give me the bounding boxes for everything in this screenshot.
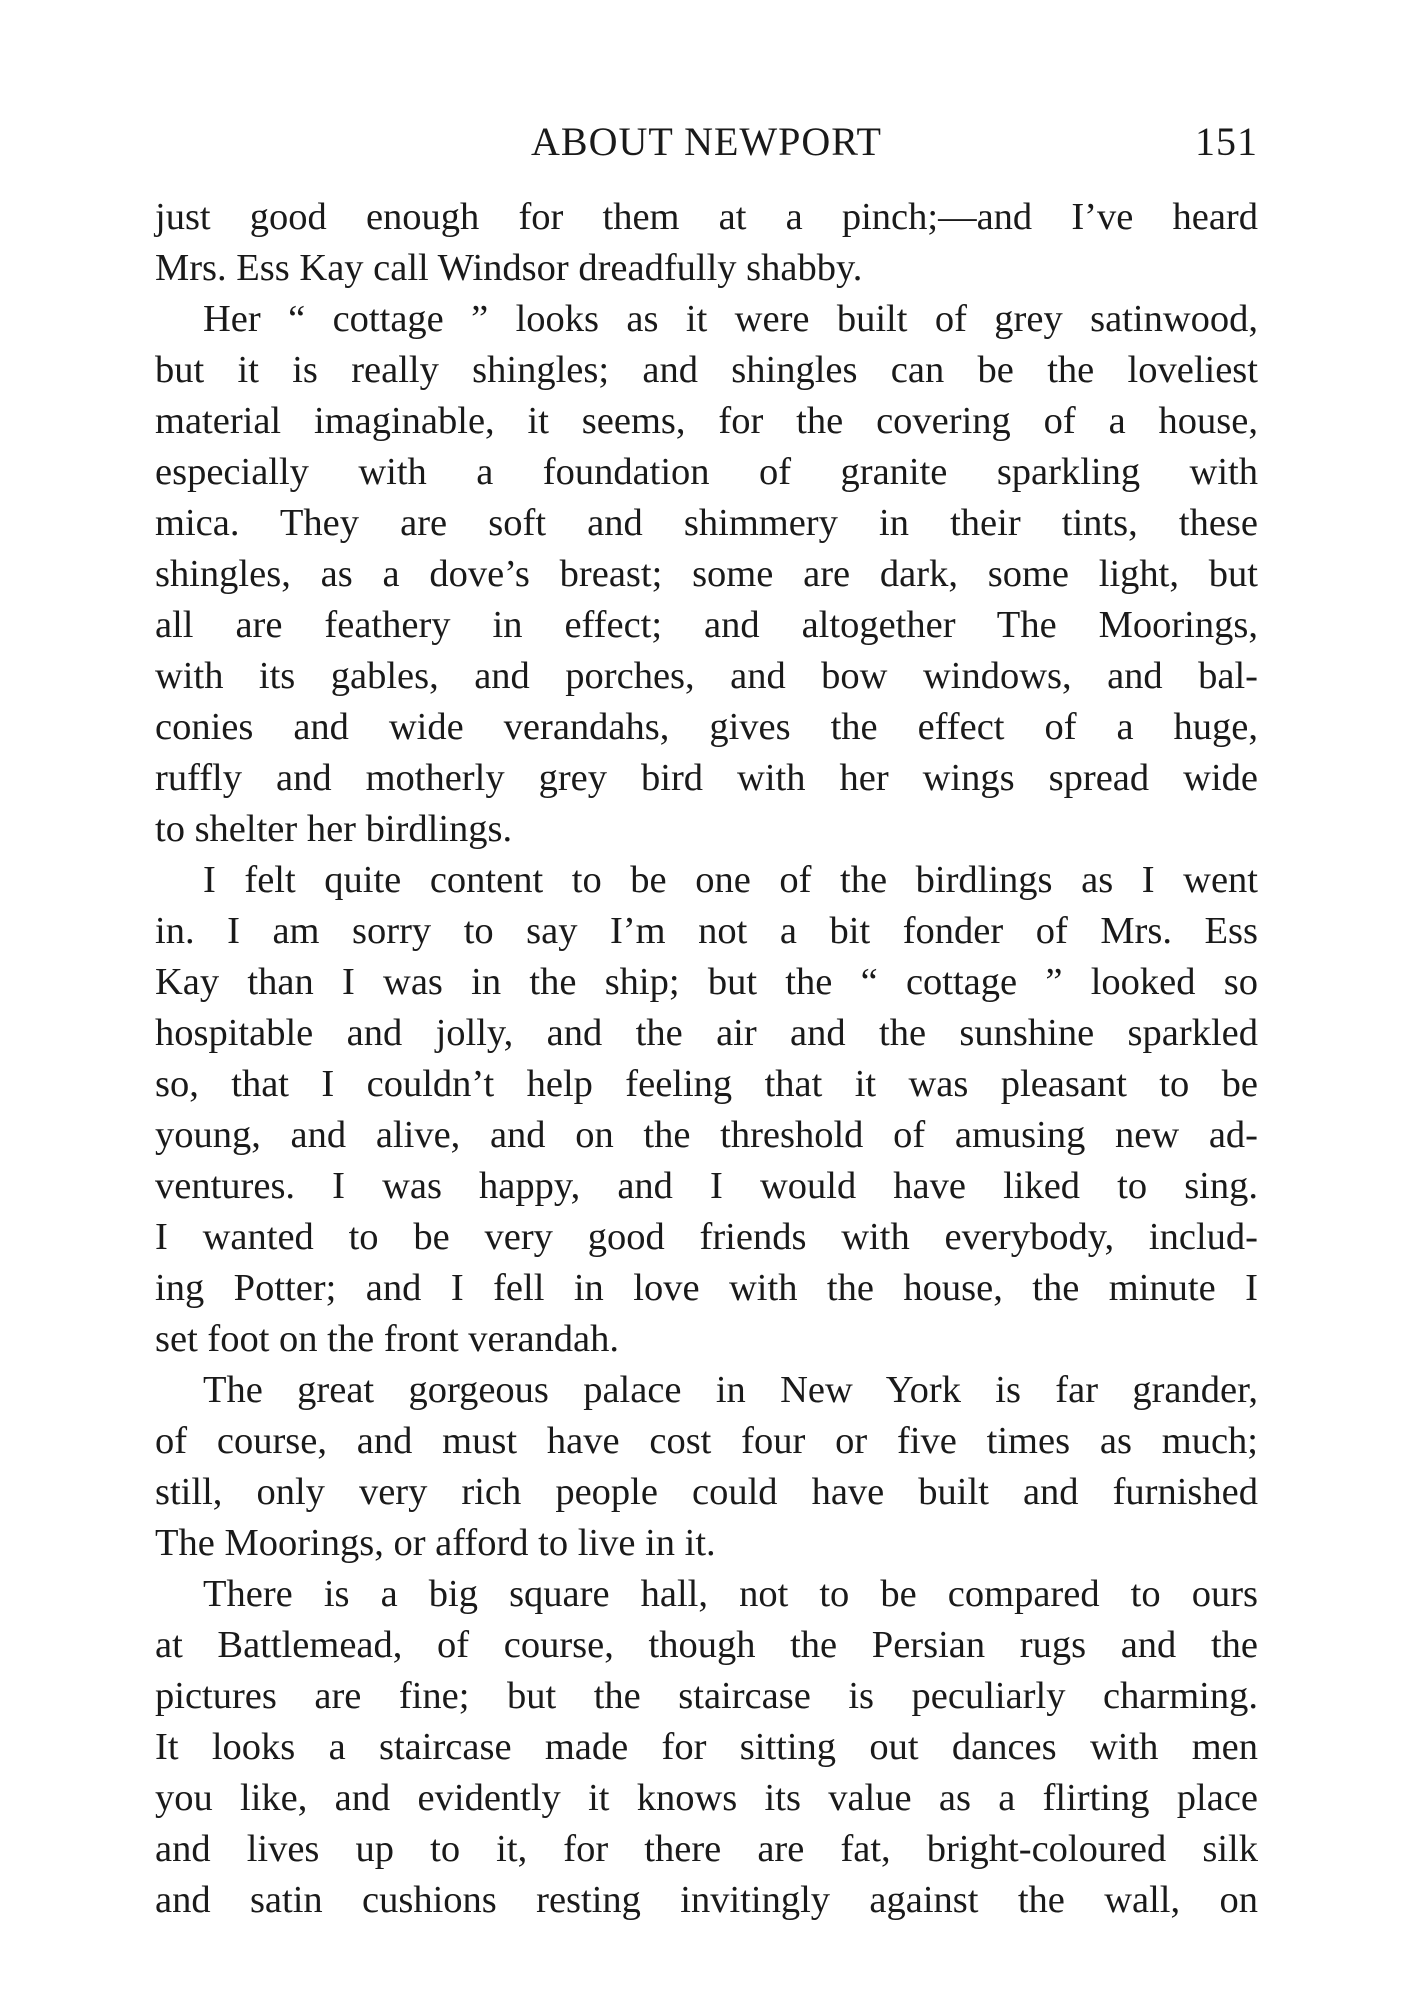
text-line: especially with a foundation of granite sparkling with: [155, 451, 1258, 493]
text-line: in. I am sorry to say I’m not a bit fonder of Mrs. Ess: [155, 910, 1258, 952]
text-line: I wanted to be very good friends with everybody, includ-: [155, 1216, 1258, 1258]
text-line: all are feathery in effect; and altogether The Moorings,: [155, 604, 1258, 646]
text-line: Kay than I was in the ship; but the “ cottage ” looked so: [155, 961, 1258, 1003]
text-line: ruffly and motherly grey bird with her wings spread wide: [155, 757, 1258, 799]
text-line: pictures are fine; but the staircase is peculiarly charming.: [155, 1675, 1258, 1717]
text-line: and lives up to it, for there are fat, bright-coloured silk: [155, 1828, 1258, 1870]
text-line: you like, and evidently it knows its value as a flirting place: [155, 1777, 1258, 1819]
text-line: so, that I couldn’t help feeling that it was pleasant to be: [155, 1063, 1258, 1105]
text-line: and satin cushions resting invitingly against the wall, on: [155, 1879, 1258, 1921]
running-title: ABOUT NEWPORT: [531, 119, 882, 164]
text-line: I felt quite content to be one of the birdlings as I went: [203, 859, 1258, 901]
text-line: ventures. I was happy, and I would have liked to sing.: [155, 1165, 1258, 1207]
text-line: still, only very rich people could have built and furnished: [155, 1471, 1258, 1513]
text-line: Her “ cottage ” looks as it were built of grey satinwood,: [203, 298, 1258, 340]
text-line: to shelter her birdlings.: [155, 808, 513, 850]
running-head: [155, 118, 1258, 168]
text-line: set foot on the front verandah.: [155, 1318, 619, 1360]
text-line: shingles, as a dove’s breast; some are dark, some light, but: [155, 553, 1258, 595]
text-line: material imaginable, it seems, for the covering of a house,: [155, 400, 1258, 442]
text-line: The Moorings, or afford to live in it.: [155, 1522, 716, 1564]
text-line: young, and alive, and on the threshold of amusing new ad-: [155, 1114, 1258, 1156]
text-line: It looks a staircase made for sitting out dances with men: [155, 1726, 1258, 1768]
text-line: with its gables, and porches, and bow windows, and bal-: [155, 655, 1258, 697]
page-number: 151: [1195, 119, 1258, 164]
text-line: Mrs. Ess Kay call Windsor dreadfully shabby.: [155, 247, 863, 289]
text-line: of course, and must have cost four or five times as much;: [155, 1420, 1258, 1462]
text-line: ing Potter; and I fell in love with the house, the minute I: [155, 1267, 1258, 1309]
body-text: [155, 192, 1258, 1926]
text-line: but it is really shingles; and shingles can be the loveliest: [155, 349, 1258, 391]
text-line: The great gorgeous palace in New York is far grander,: [203, 1369, 1258, 1411]
text-line: mica. They are soft and shimmery in their tints, these: [155, 502, 1258, 544]
text-line: just good enough for them at a pinch;—and I’ve heard: [155, 196, 1258, 238]
text-line: There is a big square hall, not to be compared to ours: [203, 1573, 1258, 1615]
text-line: conies and wide verandahs, gives the effect of a huge,: [155, 706, 1258, 748]
text-line: at Battlemead, of course, though the Persian rugs and the: [155, 1624, 1258, 1666]
text-line: hospitable and jolly, and the air and the sunshine sparkled: [155, 1012, 1258, 1054]
